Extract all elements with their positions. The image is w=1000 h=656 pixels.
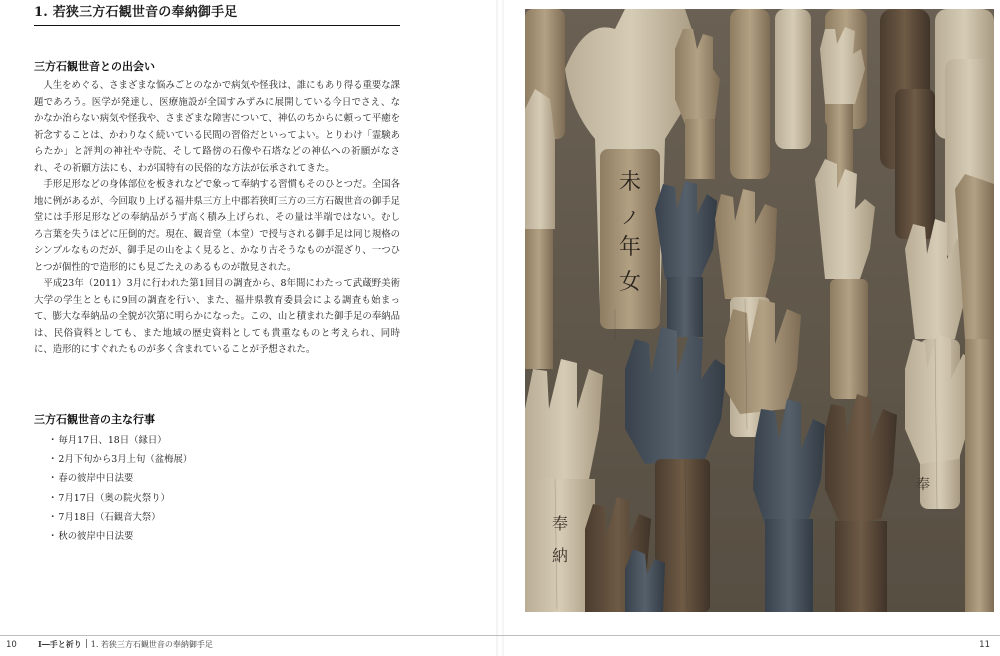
page-number-left: 10 [6, 640, 17, 650]
running-head-chapter: 1. 若狭三方石観世音の奉納御手足 [90, 640, 213, 649]
svg-text:未: 未 [618, 170, 642, 195]
list-item: ・ 7月18日（石観音大祭） [48, 508, 348, 527]
body-paragraph: 人生をめぐる、さまざまな悩みごとのなかで病気や怪我は、誰にもあり得る重要な課題であろう。医学が発達し、医療施設が全国すみずみに展開している今日でさえ、なかなか治らない病気や怪我や、さまざまな障害について、神仏のちからに頼って平癒を祈念することは、かわりなく続いている民間の習俗だといってよい。とりわけ「霊験あらたか」と評判の神社や寺院、そして路傍の石像や石塔などの神仏への祈願がなされ、その祈願方法にも、わが国特有の民俗的な方法が伝承されてきた。 [34, 80, 400, 174]
svg-text:ノ: ノ [621, 208, 639, 229]
votive-wooden-hands-photo-icon [525, 9, 994, 612]
list-item: ・ 7月17日（奥の院火祭り） [48, 489, 348, 508]
list-item: ・ 2月下旬から3月上旬（盆梅展） [48, 450, 348, 469]
footer-rule [0, 635, 1000, 636]
svg-text:年: 年 [618, 235, 642, 260]
section-heading-encounter: 三方石観世音との出会い [34, 60, 155, 73]
svg-text:奉: 奉 [916, 477, 930, 493]
running-head [38, 639, 213, 650]
list-item: ・ 毎月17日、18日（縁日） [48, 431, 348, 450]
svg-text:納: 納 [551, 546, 569, 565]
running-head-part: Ⅰ―手と祈り [38, 639, 82, 649]
section-heading-events: 三方石観世音の主な行事 [34, 413, 155, 426]
body-paragraph: 手形足形などの身体部位を板きれなどで象って奉納する習慣もそのひとつだ。全国各地に例があるが、今回取り上げる福井県三方上中郡若狭町三方の三方石観世音の御手足堂には手形足形などの奉納品がうず高く積み上げられ、その量は半端ではない。むしろ言葉を失うほどに圧倒的だ。現在、観音堂（本堂）で授与される御手足は同じ規格のシンプルなものだが、御手足の山をよく見ると、かなり古そうなものが混ざり、一つひとつが個性的で造形的にも見ごたえのあるものが散見された。 [34, 179, 400, 273]
votive-hands-photo [525, 9, 994, 612]
body-paragraph: 平成23年（2011）3月に行われた第1回目の調査から、8年間にわたって武蔵野美術大学の学生とともに9回の調査を行い、また、福井県教育委員会による調査も始まって、膨大な奉納品の全貌が次第に明らかになった。この、山と積まれた御手足の奉納品は、民俗資料としても、また地域の歴史資料としても貴重なものと考えられ、同時に、造形的にすぐれたものが多く含まれていることが予想された。 [34, 278, 400, 355]
list-item: ・ 春の彼岸中日法要 [48, 469, 348, 488]
list-item: ・ 秋の彼岸中日法要 [48, 527, 348, 546]
section-body-encounter [34, 78, 400, 359]
page-gutter [496, 0, 504, 656]
page-number-right: 11 [979, 640, 990, 650]
svg-text:女: 女 [618, 270, 642, 295]
running-head-divider [86, 639, 87, 648]
chapter-title: 1. 若狭三方石観世音の奉納御手足 [34, 3, 400, 26]
events-list [48, 431, 348, 546]
svg-text:奉: 奉 [551, 514, 569, 533]
